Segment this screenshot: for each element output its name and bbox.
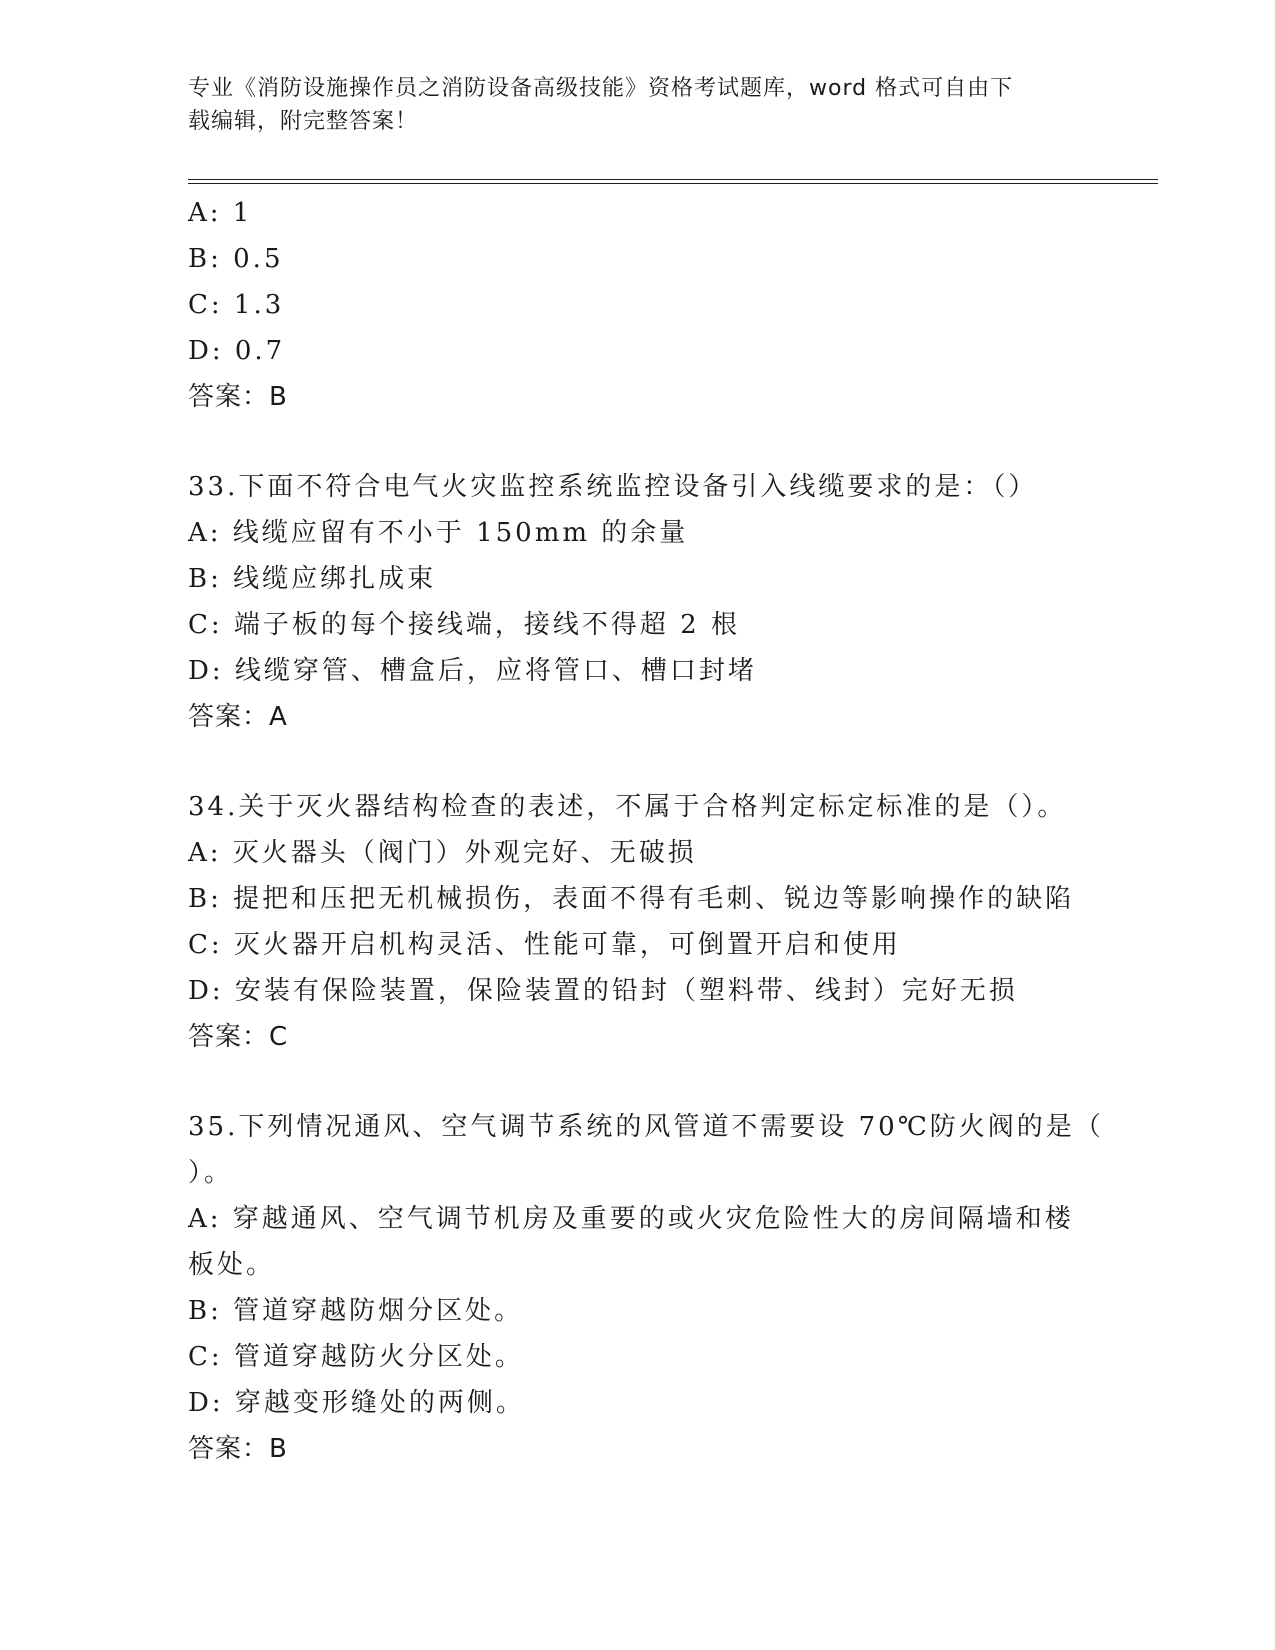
option-a: A: 灭火器头（阀门）外观完好、无破损 xyxy=(188,838,697,868)
spacer xyxy=(188,740,1088,784)
question-text-line-2: ）。 xyxy=(188,1158,234,1188)
question-text: 34.关于灭火器结构检查的表述，不属于合格判定标定标准的是（）。 xyxy=(188,792,1067,822)
option-c: C: 灭火器开启机构灵活、性能可靠，可倒置开启和使用 xyxy=(188,930,901,960)
spacer xyxy=(188,1060,1088,1104)
option-a-line-1: A: 穿越通风、空气调节机房及重要的或火灾危险性大的房间隔墙和楼 xyxy=(188,1204,1074,1234)
question-text: 33.下面不符合电气火灾监控系统监控设备引入线缆要求的是：（） xyxy=(188,472,1038,502)
option-b: B: 管道穿越防烟分区处。 xyxy=(188,1296,524,1326)
option-a: A: 线缆应留有不小于 150mm 的余量 xyxy=(188,518,689,548)
option-c: C: 管道穿越防火分区处。 xyxy=(188,1342,524,1372)
question-list xyxy=(188,190,1104,1472)
option-a: A: 1 xyxy=(188,198,253,228)
question-text-line-1: 35.下列情况通风、空气调节系统的风管道不需要设 70℃防火阀的是（ xyxy=(188,1112,1104,1142)
option-d: D: 安装有保险装置，保险装置的铅封（塑料带、线封）完好无损 xyxy=(188,976,1018,1006)
option-d: D: 0.7 xyxy=(188,336,286,366)
answer: 答案：B xyxy=(188,1434,288,1464)
header-divider-bottom xyxy=(188,183,1158,184)
question-34 xyxy=(188,784,1088,1060)
option-c: C: 端子板的每个接线端，接线不得超 2 根 xyxy=(188,610,740,640)
spacer xyxy=(188,420,1088,464)
option-d: D: 穿越变形缝处的两侧。 xyxy=(188,1388,525,1418)
option-a-line-2: 板处。 xyxy=(188,1250,276,1280)
option-b: B: 线缆应绑扎成束 xyxy=(188,564,437,594)
answer: 答案：B xyxy=(188,382,288,412)
option-b: B: 提把和压把无机械损伤，表面不得有毛刺、锐边等影响操作的缺陷 xyxy=(188,884,1075,914)
question-35 xyxy=(188,1104,1104,1472)
option-b: B: 0.5 xyxy=(188,244,284,274)
header-line-2: 载编辑，附完整答案！ xyxy=(188,109,419,134)
question-32-tail xyxy=(188,190,1088,420)
question-33 xyxy=(188,464,1088,740)
answer: 答案：C xyxy=(188,1022,289,1052)
option-d: D: 线缆穿管、槽盒后，应将管口、槽口封堵 xyxy=(188,656,757,686)
header-line-1: 专业《消防设施操作员之消防设备高级技能》资格考试题库，word 格式可自由下 xyxy=(188,76,1014,101)
option-c: C: 1.3 xyxy=(188,290,285,320)
header-divider-top xyxy=(188,179,1158,180)
document-header xyxy=(188,72,1078,138)
answer: 答案：A xyxy=(188,702,288,732)
